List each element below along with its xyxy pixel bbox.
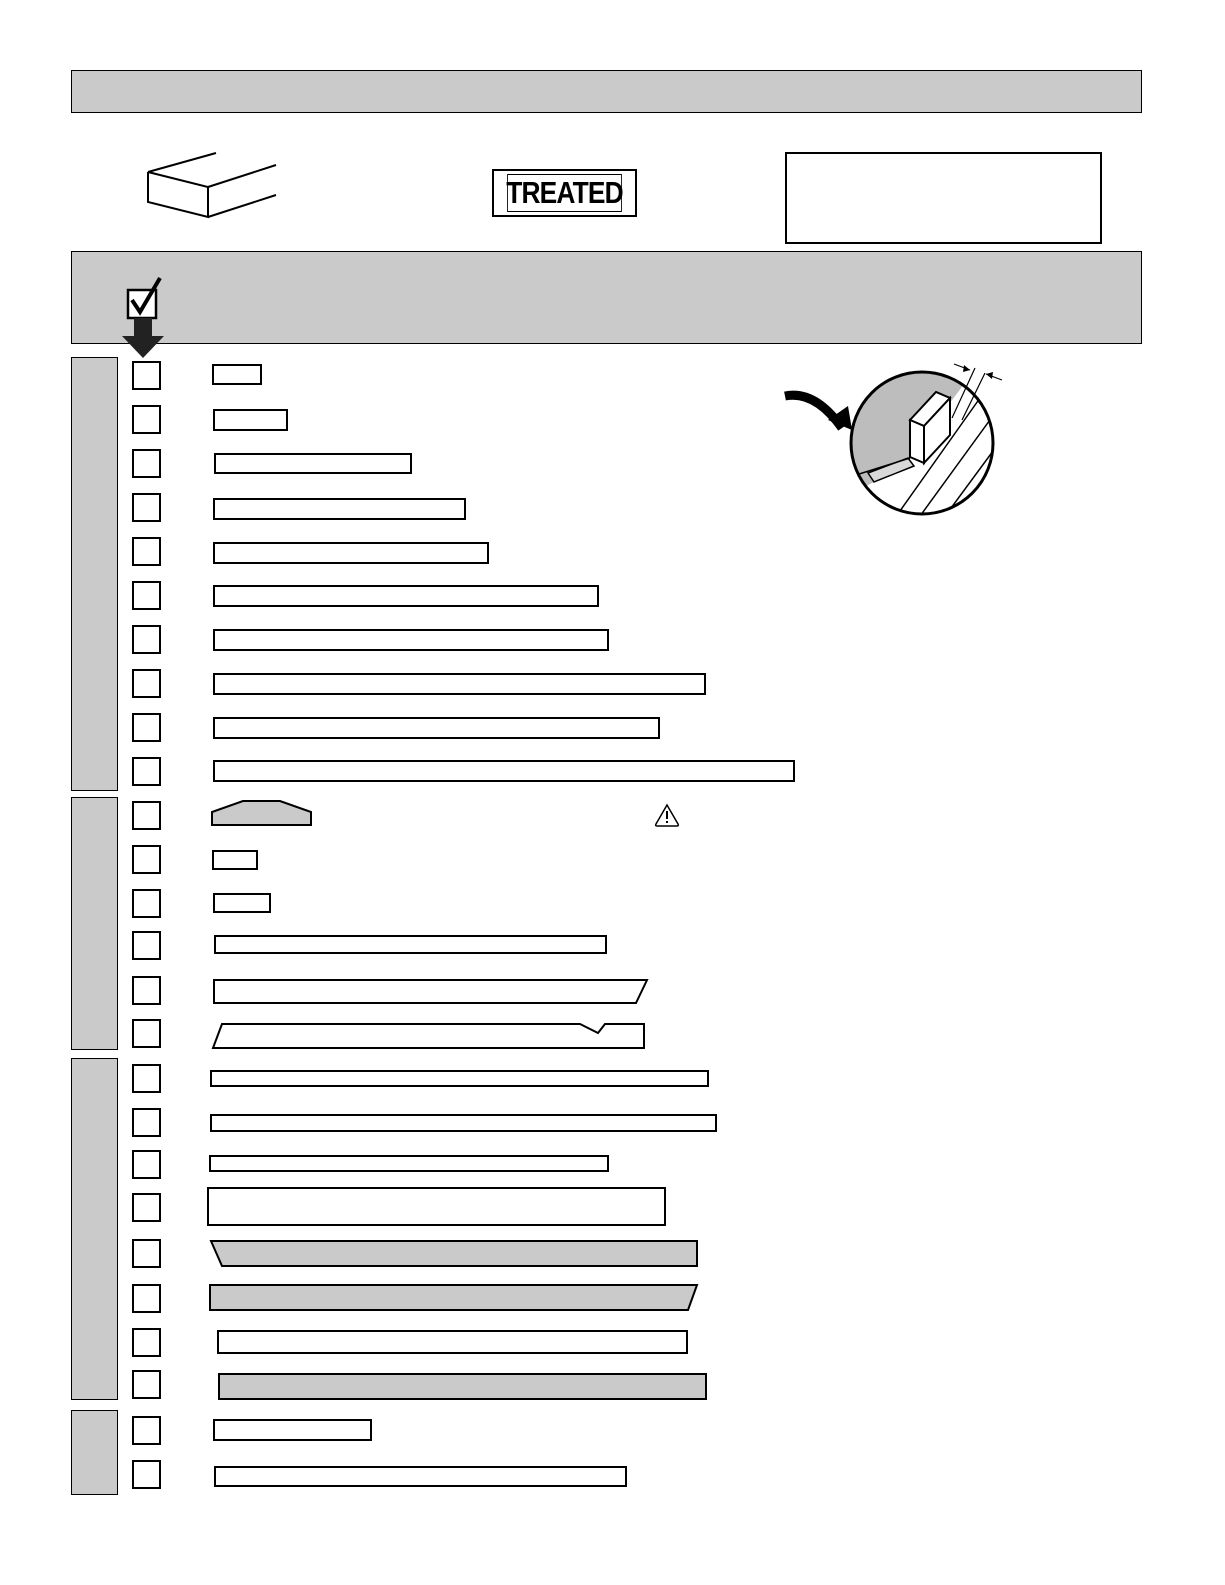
part-shape [218,1331,687,1353]
part-shape [214,410,287,430]
part-shape [214,499,465,519]
part-shape [213,365,261,384]
part-shape [214,674,705,694]
part-shape [214,761,794,781]
part-shape [214,980,647,1003]
part-shape [211,1071,708,1086]
part-shape [214,1420,371,1440]
part-shape [208,1188,665,1225]
part-shape [215,454,411,473]
part-shape [211,1115,716,1131]
treated-label: TREATED [506,175,623,210]
part-shape [219,1374,706,1399]
part-shape [215,936,606,953]
part-shape [214,894,270,912]
warning-triangle-icon [654,803,680,827]
part-shape [210,1156,608,1171]
part-shape [214,586,598,606]
part-shape [212,801,311,825]
spacing-detail-icon [780,358,1010,523]
part-shape [214,630,608,650]
part-shape [211,1241,697,1266]
part-shape [213,1024,644,1048]
part-shape [213,851,257,869]
part-shape [215,1467,626,1486]
part-shape [214,718,659,738]
part-shape [210,1285,697,1310]
part-shape [214,543,488,563]
